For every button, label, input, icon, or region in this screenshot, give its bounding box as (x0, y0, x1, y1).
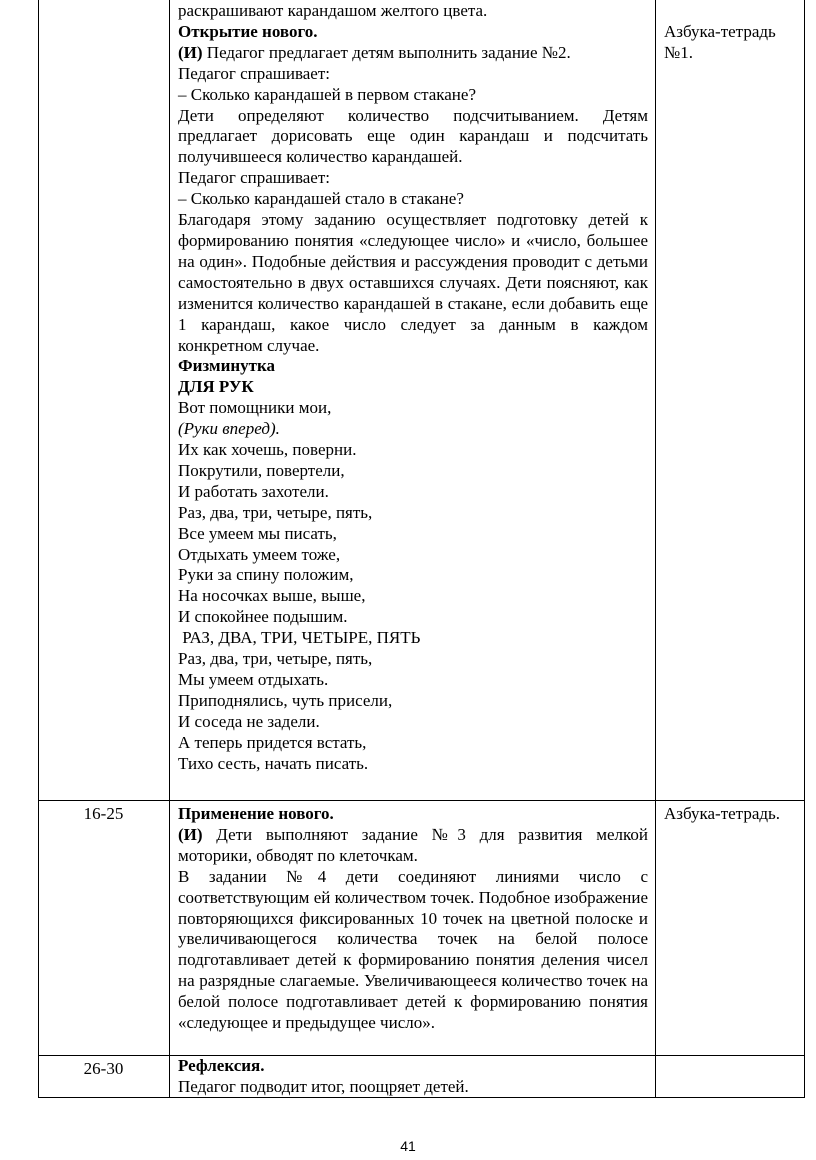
section-heading-application: Применение нового. (178, 804, 334, 823)
text-line (178, 43, 648, 64)
section-subheading: ДЛЯ РУК (178, 377, 254, 397)
poem-line: Их как хочешь, поверни. (178, 440, 357, 460)
text-line: Педагог спрашивает: (178, 63, 330, 83)
poem-line: И соседа не задели. (178, 711, 320, 731)
poem-line: Все умеем мы писать, (178, 523, 337, 543)
poem-line: На носочках выше, выше, (178, 586, 366, 606)
text-span: Дети выполняют задание №3 для развития мелкой моторики, обводят по клеточкам. (178, 824, 648, 865)
poem-line: И спокойнее подышим. (178, 607, 348, 627)
resources-cell: Азбука-тетрадь №1. (664, 22, 776, 62)
poem-line: И работать захотели. (178, 481, 329, 501)
poem-line: Раз, два, три, четыре, пять, (178, 649, 373, 669)
section-heading-reflection: Рефлексия. (178, 1056, 265, 1075)
poem-line: (Руки вперед). (178, 419, 280, 439)
poem-line: Руки за спину положим, (178, 565, 354, 585)
lesson-plan-table (38, 0, 805, 1098)
poem-line: Мы умеем отдыхать. (178, 670, 329, 689)
text-line: раскрашивают карандашом желтого цвета. (178, 1, 488, 20)
table-right-border (804, 0, 805, 1098)
column-divider (169, 0, 170, 1098)
poem-line: Вот помощники мои, (178, 398, 332, 418)
time-cell: 26-30 (83, 1059, 124, 1078)
poem-line: Тихо сесть, начать писать. (178, 753, 369, 773)
section-heading-discovery: Открытие нового. (178, 21, 318, 41)
text-line: Педагог спрашивает: (178, 168, 330, 188)
time-cell: 16-25 (83, 804, 124, 823)
row-divider (38, 800, 805, 801)
resources-cell: Азбука-тетрадь. (664, 804, 781, 823)
poem-line: РАЗ, ДВА, ТРИ, ЧЕТЫРЕ, ПЯТЬ (178, 628, 421, 648)
table-left-border (38, 0, 39, 1098)
text-paragraph: В задании №4 дети соединяют линиями число с соответствующим ей количеством точек. Подобное изображение повторяющихся фиксированных 10 точек на цветной полоске и увеличивающегося количества точек на белой полосе подготавливает детей к формированию понятия деления чисел на разрядные слагаемые. Увеличивающееся количество точек на белой полосе подготавливает детей к формированию понятия (178, 866, 648, 1012)
individual-label: (И) (178, 42, 203, 62)
poem-line: Покрутили, повертели, (178, 460, 345, 480)
section-heading-exercise: Физминутка (178, 356, 276, 376)
text-line: – Сколько карандашей в первом стакане? (178, 84, 476, 104)
text-paragraph: Благодаря этому заданию осуществляет подготовку детей к формированию понятия «следующее число» и «число, большее на один». Подобные действия и рассуждения проводит с детьми самостоятельно в двух оставшихся случаях. Дети поясняют, как изменится количество карандашей в стакане, если добавить еще 1 карандаш, какое число следует за данным в каждом конкретном случае. (178, 210, 648, 355)
poem-line: Раз, два, три, четыре, пять, (178, 502, 373, 522)
text-paragraph: Дети определяют количество подсчитыванием. Детям предлагает дорисовать еще один карандаш и подсчитать получившееся количество карандашей. (178, 105, 648, 167)
text-line: Педагог подводит итог, поощряет детей. (178, 1076, 469, 1096)
text-span: Педагог предлагает детям выполнить задание №2. (202, 42, 571, 62)
poem-line: А теперь придется встать, (178, 732, 367, 752)
activity-cell (178, 804, 648, 1034)
text-line: – Сколько карандашей стало в стакане? (178, 189, 464, 209)
poem-line: Приподнялись, чуть присели, (178, 690, 393, 710)
activity-cell (178, 1, 648, 775)
text-paragraph (178, 825, 648, 867)
column-divider (655, 0, 656, 1098)
text-line: «следующее и предыдущее число». (178, 1013, 435, 1033)
page-number: 41 (400, 1138, 416, 1154)
poem-line: Отдыхать умеем тоже, (178, 544, 341, 564)
individual-label: (И) (178, 824, 203, 844)
activity-cell (178, 1056, 648, 1098)
